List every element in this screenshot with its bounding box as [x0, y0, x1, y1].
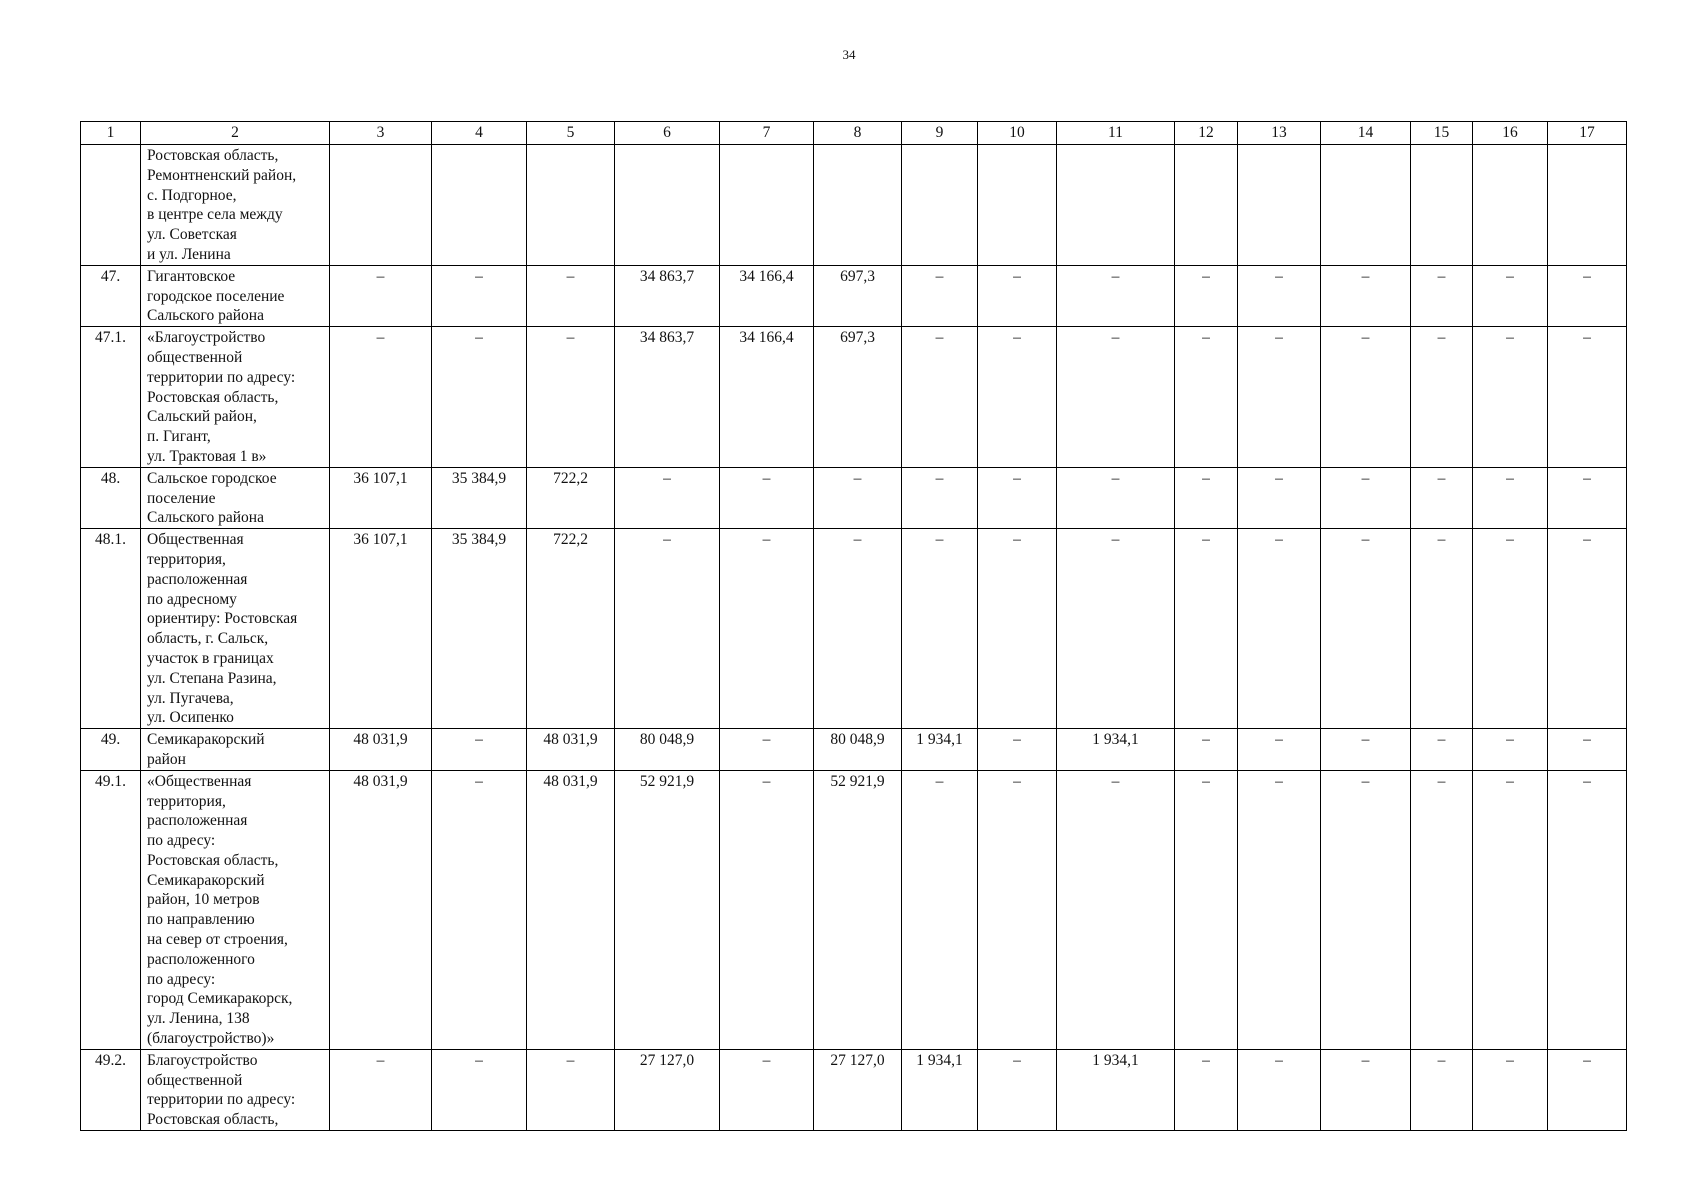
- row-value: –: [1175, 467, 1238, 528]
- row-value: 48 031,9: [330, 770, 432, 1049]
- page-number: 34: [842, 47, 856, 62]
- row-value: 52 921,9: [615, 770, 720, 1049]
- row-value: –: [902, 265, 978, 326]
- row-value: –: [1321, 729, 1411, 771]
- row-value: 80 048,9: [814, 729, 902, 771]
- row-value: –: [1321, 529, 1411, 729]
- row-value: 34 166,4: [720, 265, 814, 326]
- row-value: 34 166,4: [720, 327, 814, 468]
- table-row: [81, 265, 1627, 326]
- row-value: [330, 145, 432, 266]
- row-value: –: [902, 327, 978, 468]
- row-value: –: [978, 265, 1057, 326]
- row-name: Сальское городское поселение Сальского района: [141, 467, 330, 528]
- row-name: «Благоустройство общественной территории по адресу: Ростовская область, Сальский район, п. Гигант, ул. Трактовая 1 в»: [141, 327, 330, 468]
- row-value: 697,3: [814, 265, 902, 326]
- row-value: –: [814, 529, 902, 729]
- row-value: –: [1548, 770, 1627, 1049]
- row-value: –: [1411, 327, 1473, 468]
- row-name: Ростовская область, Ремонтненский район, с. Подгорное, в центре села между ул. Советская и ул. Ленина: [141, 145, 330, 266]
- row-value: 36 107,1: [330, 529, 432, 729]
- row-value: –: [978, 770, 1057, 1049]
- row-value: –: [1473, 1049, 1548, 1130]
- row-value: –: [1175, 1049, 1238, 1130]
- row-value: –: [1175, 529, 1238, 729]
- row-value: [432, 145, 527, 266]
- row-value: [1175, 145, 1238, 266]
- column-header: 3: [330, 122, 432, 145]
- row-value: –: [1473, 327, 1548, 468]
- row-value: –: [1321, 770, 1411, 1049]
- row-value: 1 934,1: [1057, 729, 1175, 771]
- row-value: –: [432, 729, 527, 771]
- row-value: –: [1321, 467, 1411, 528]
- row-value: 1 934,1: [902, 1049, 978, 1130]
- row-value: [1057, 145, 1175, 266]
- column-header: 6: [615, 122, 720, 145]
- row-value: –: [1473, 770, 1548, 1049]
- row-value: –: [1238, 467, 1321, 528]
- table-row: [81, 1049, 1627, 1130]
- row-value: [1321, 145, 1411, 266]
- row-value: [527, 145, 615, 266]
- row-value: –: [1411, 729, 1473, 771]
- row-number: 49.: [81, 729, 141, 771]
- row-value: 697,3: [814, 327, 902, 468]
- row-value: –: [432, 265, 527, 326]
- row-value: –: [330, 1049, 432, 1130]
- row-value: 35 384,9: [432, 467, 527, 528]
- row-name: «Общественная территория, расположенная по адресу: Ростовская область, Семикаракорский район, 10 метров по направлению на север от строения, расположенного по адресу: город Семикаракорск, ул. Ленина, 138 (благоустройство)»: [141, 770, 330, 1049]
- table-row: [81, 770, 1627, 1049]
- row-value: –: [330, 265, 432, 326]
- row-value: –: [978, 327, 1057, 468]
- row-value: –: [1238, 265, 1321, 326]
- row-value: 27 127,0: [615, 1049, 720, 1130]
- row-value: –: [1238, 770, 1321, 1049]
- column-header: 10: [978, 122, 1057, 145]
- row-value: –: [432, 770, 527, 1049]
- row-name: Общественная территория, расположенная по адресному ориентиру: Ростовская область, г. Сальск, участок в границах ул. Степана Разина, ул. Пугачева, ул. Осипенко: [141, 529, 330, 729]
- row-value: –: [432, 1049, 527, 1130]
- column-header: 11: [1057, 122, 1175, 145]
- row-value: –: [720, 729, 814, 771]
- column-header: 9: [902, 122, 978, 145]
- row-value: –: [1321, 265, 1411, 326]
- column-header: 7: [720, 122, 814, 145]
- row-number: [81, 145, 141, 266]
- row-value: –: [1238, 529, 1321, 729]
- row-value: –: [720, 529, 814, 729]
- row-value: –: [1411, 265, 1473, 326]
- row-value: –: [1548, 729, 1627, 771]
- row-value: –: [527, 265, 615, 326]
- row-value: [814, 145, 902, 266]
- row-value: 1 934,1: [1057, 1049, 1175, 1130]
- row-value: –: [1548, 265, 1627, 326]
- column-header: 4: [432, 122, 527, 145]
- row-number: 47.: [81, 265, 141, 326]
- row-name: Гигантовское городское поселение Сальского района: [141, 265, 330, 326]
- row-value: –: [1057, 467, 1175, 528]
- row-value: –: [615, 467, 720, 528]
- row-value: [978, 145, 1057, 266]
- row-value: –: [1175, 327, 1238, 468]
- row-number: 47.1.: [81, 327, 141, 468]
- row-value: –: [1548, 327, 1627, 468]
- row-value: [1411, 145, 1473, 266]
- table-row: [81, 529, 1627, 729]
- row-value: [902, 145, 978, 266]
- table-row: [81, 467, 1627, 528]
- row-value: –: [1057, 327, 1175, 468]
- row-number: 49.1.: [81, 770, 141, 1049]
- row-value: –: [615, 529, 720, 729]
- row-value: –: [432, 327, 527, 468]
- row-value: –: [1238, 1049, 1321, 1130]
- row-value: –: [1411, 467, 1473, 528]
- row-value: –: [1411, 529, 1473, 729]
- row-value: –: [814, 467, 902, 528]
- column-header: 13: [1238, 122, 1321, 145]
- row-value: –: [902, 467, 978, 528]
- row-value: –: [720, 1049, 814, 1130]
- row-value: –: [1473, 529, 1548, 729]
- row-value: –: [1473, 467, 1548, 528]
- row-value: –: [1548, 1049, 1627, 1130]
- row-value: 35 384,9: [432, 529, 527, 729]
- row-value: 1 934,1: [902, 729, 978, 771]
- row-value: –: [1238, 327, 1321, 468]
- row-name: Семикаракорский район: [141, 729, 330, 771]
- data-table: [80, 121, 1627, 1131]
- column-header: 14: [1321, 122, 1411, 145]
- table-row: [81, 145, 1627, 266]
- row-value: 34 863,7: [615, 327, 720, 468]
- row-value: –: [720, 467, 814, 528]
- row-value: [615, 145, 720, 266]
- row-value: [1238, 145, 1321, 266]
- column-header: 17: [1548, 122, 1627, 145]
- row-value: [1548, 145, 1627, 266]
- row-value: –: [1175, 265, 1238, 326]
- row-number: 49.2.: [81, 1049, 141, 1130]
- row-value: [720, 145, 814, 266]
- row-value: 27 127,0: [814, 1049, 902, 1130]
- row-number: 48.1.: [81, 529, 141, 729]
- column-header: 5: [527, 122, 615, 145]
- row-value: –: [1321, 1049, 1411, 1130]
- column-header: 1: [81, 122, 141, 145]
- row-value: –: [978, 729, 1057, 771]
- table-body: [81, 145, 1627, 1131]
- row-value: 48 031,9: [330, 729, 432, 771]
- row-value: 34 863,7: [615, 265, 720, 326]
- row-value: –: [1057, 770, 1175, 1049]
- row-value: [1473, 145, 1548, 266]
- row-value: –: [720, 770, 814, 1049]
- column-header: 15: [1411, 122, 1473, 145]
- row-value: –: [330, 327, 432, 468]
- row-value: –: [902, 770, 978, 1049]
- row-value: 48 031,9: [527, 770, 615, 1049]
- row-value: –: [527, 327, 615, 468]
- table-header-row: [81, 122, 1627, 145]
- row-value: –: [1057, 265, 1175, 326]
- row-value: 80 048,9: [615, 729, 720, 771]
- row-value: –: [978, 467, 1057, 528]
- row-value: –: [1238, 729, 1321, 771]
- table-row: [81, 729, 1627, 771]
- row-value: –: [1473, 265, 1548, 326]
- column-header: 12: [1175, 122, 1238, 145]
- row-number: 48.: [81, 467, 141, 528]
- row-value: –: [1175, 729, 1238, 771]
- row-value: –: [1057, 529, 1175, 729]
- row-value: 52 921,9: [814, 770, 902, 1049]
- row-value: –: [978, 1049, 1057, 1130]
- row-value: –: [1321, 327, 1411, 468]
- row-value: –: [1411, 1049, 1473, 1130]
- column-header: 2: [141, 122, 330, 145]
- row-value: 36 107,1: [330, 467, 432, 528]
- row-value: 722,2: [527, 529, 615, 729]
- row-value: –: [1473, 729, 1548, 771]
- table-row: [81, 327, 1627, 468]
- column-header: 16: [1473, 122, 1548, 145]
- row-value: –: [1548, 467, 1627, 528]
- row-value: –: [902, 529, 978, 729]
- column-header: 8: [814, 122, 902, 145]
- row-value: –: [1175, 770, 1238, 1049]
- row-value: –: [1411, 770, 1473, 1049]
- row-value: –: [1548, 529, 1627, 729]
- row-value: 722,2: [527, 467, 615, 528]
- row-value: 48 031,9: [527, 729, 615, 771]
- row-value: –: [527, 1049, 615, 1130]
- row-value: –: [978, 529, 1057, 729]
- row-name: Благоустройство общественной территории по адресу: Ростовская область,: [141, 1049, 330, 1130]
